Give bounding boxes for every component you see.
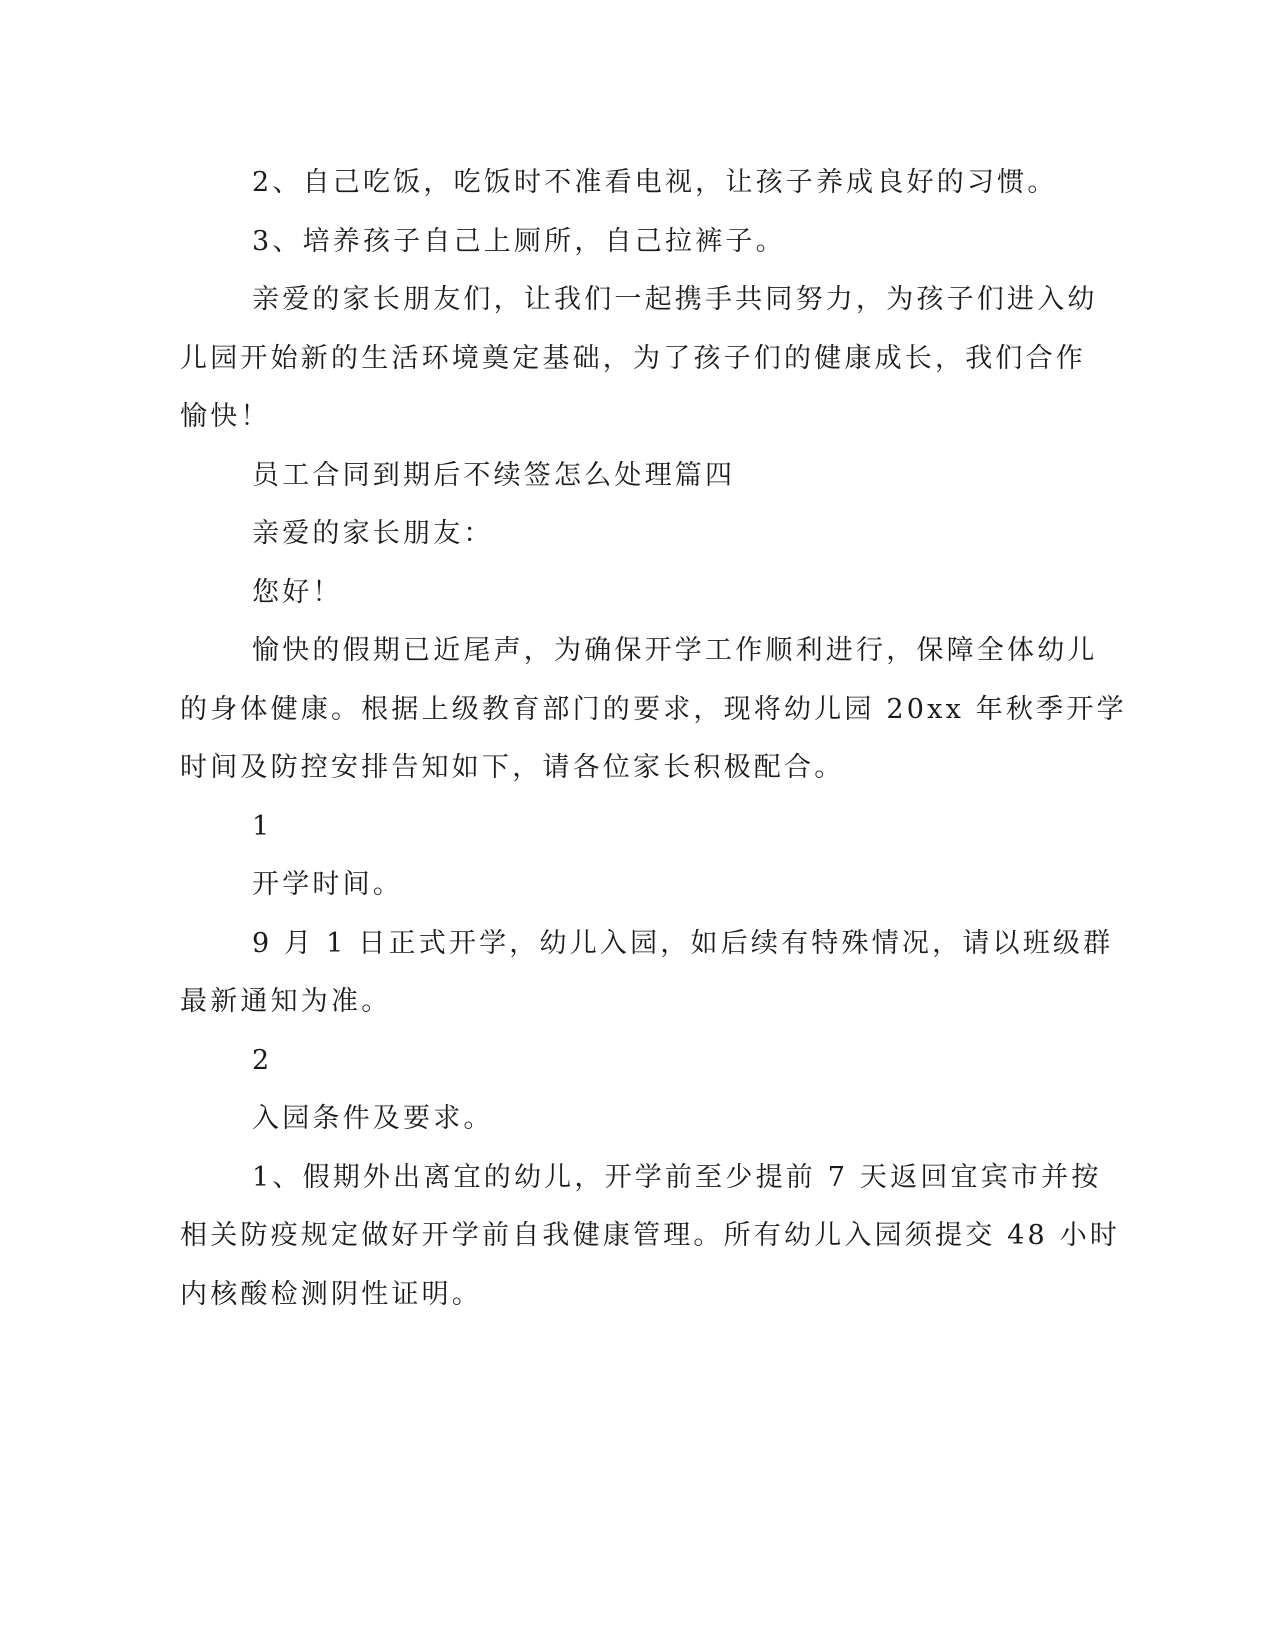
text-line: 愉快！ (180, 401, 271, 432)
section-number (180, 1032, 1030, 1091)
text-line: 9 月 1 日正式开学，幼儿入园，如后续有特殊情况，请以班级群 (252, 927, 1114, 959)
salutation (180, 505, 1030, 564)
paragraph-habit-2 (180, 154, 1058, 213)
paragraph-start-date (180, 915, 1114, 1032)
text-line: 内核酸检测阴性证明。 (180, 1278, 482, 1310)
text-line: 的身体健康。根据上级教育部门的要求，现将幼儿园 20xx 年秋季开学 (180, 693, 1127, 725)
paragraph-closing (180, 271, 1098, 447)
section-title (180, 856, 1030, 915)
document-page (180, 154, 1127, 1324)
text-line: 您好！ (252, 576, 343, 608)
text-line: 3、培养孩子自己上厕所，自己拉裤子。 (252, 225, 786, 257)
section-title (180, 1090, 1030, 1149)
text-line: 入园条件及要求。 (252, 1103, 494, 1134)
paragraph-habit-3 (180, 213, 1030, 272)
section-number (180, 798, 1030, 857)
text-line: 员工合同到期后不续签怎么处理篇四 (252, 459, 736, 491)
paragraph-requirement-1 (180, 1149, 1121, 1325)
text-line: 儿园开始新的生活环境奠定基础，为了孩子们的健康成长，我们合作 (180, 342, 1086, 374)
text-line: 开学时间。 (252, 869, 403, 900)
text-line: 2 (252, 1044, 273, 1076)
text-line: 时间及防控安排告知如下，请各位家长积极配合。 (180, 752, 845, 783)
text-line: 最新通知为准。 (180, 986, 392, 1017)
section-heading (180, 447, 1030, 506)
paragraph-intro (180, 622, 1127, 798)
text-line: 亲爱的家长朋友们，让我们一起携手共同努力，为孩子们进入幼 (252, 284, 1098, 315)
greeting (180, 564, 1030, 623)
text-line: 愉快的假期已近尾声，为确保开学工作顺利进行，保障全体幼儿 (252, 635, 1098, 666)
text-line: 1、假期外出离宜的幼儿，开学前至少提前 7 天返回宜宾市并按 (252, 1161, 1102, 1193)
text-line: 相关防疫规定做好开学前自我健康管理。所有幼儿入园须提交 48 小时 (180, 1220, 1121, 1251)
text-line: 2、自己吃饭，吃饭时不准看电视，让孩子养成良好的习惯。 (252, 167, 1058, 198)
text-line: 1 (252, 810, 273, 842)
text-line: 亲爱的家长朋友： (252, 518, 494, 549)
